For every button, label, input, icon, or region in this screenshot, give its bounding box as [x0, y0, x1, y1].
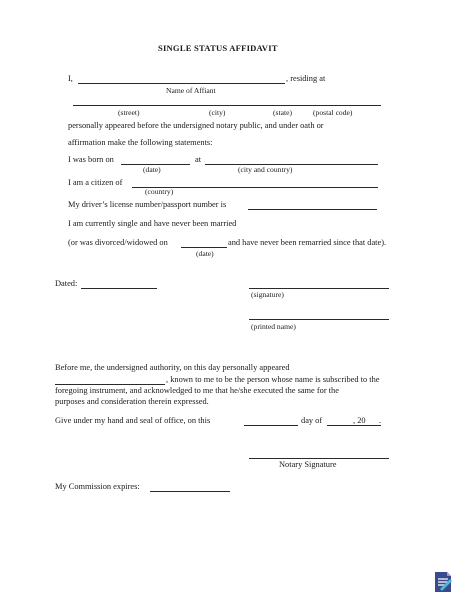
street-label: (street)	[118, 108, 140, 117]
address-field[interactable]	[73, 105, 381, 106]
commission-expiry-field[interactable]	[150, 491, 230, 492]
dated-field[interactable]	[81, 288, 157, 289]
affiant-name-field[interactable]	[78, 83, 285, 84]
given-end-period: .	[379, 416, 382, 425]
affiant-intro: I,	[68, 74, 73, 83]
affirmation-text: affirmation make the following statements:	[68, 138, 213, 147]
known-to-me-text: , known to me to be the person whose name is subscribed to the	[166, 375, 380, 384]
birth-place-label: (city and country)	[238, 165, 293, 174]
signature-field[interactable]	[249, 288, 389, 289]
year-prefix-text: , 20	[353, 416, 366, 425]
dated-text: Dated:	[55, 279, 78, 288]
printed-name-field[interactable]	[249, 319, 389, 320]
signature-label: (signature)	[251, 290, 284, 299]
divorce-date-label: (date)	[196, 249, 214, 258]
country-label: (country)	[145, 187, 174, 196]
license-number-field[interactable]	[248, 209, 377, 210]
state-label: (state)	[273, 108, 292, 117]
foregoing-text: foregoing instrument, and acknowledged to me that he/she executed the same for the	[55, 386, 339, 395]
purposes-text: purposes and consideration therein expressed.	[55, 397, 209, 406]
day-of-text: day of	[301, 416, 323, 425]
document-logo-icon	[432, 570, 454, 594]
postal-code-label: (postal code)	[313, 108, 353, 117]
residing-at-text: , residing at	[286, 74, 326, 83]
printed-name-label: (printed name)	[251, 322, 296, 331]
affiant-name-label: Name of Affiant	[166, 86, 216, 95]
commission-text: My Commission expires:	[55, 482, 140, 491]
divorced-text: (or was divorced/widowed on	[68, 238, 168, 247]
given-year-field[interactable]	[368, 425, 379, 426]
not-remarried-text: and have never been remarried since that date).	[228, 238, 387, 247]
document-title: SINGLE STATUS AFFIDAVIT	[158, 43, 278, 53]
given-under-text: Give under my hand and seal of office, on this	[55, 416, 211, 425]
citizen-text: I am a citizen of	[68, 178, 123, 187]
appeared-person-field[interactable]	[55, 384, 165, 385]
appeared-text: personally appeared before the undersigned notary public, and under oath or	[68, 121, 324, 130]
birth-date-label: (date)	[143, 165, 161, 174]
given-day-field[interactable]	[244, 425, 298, 426]
single-statement: I am currently single and have never been married	[68, 219, 237, 228]
notary-signature-label: Notary Signature	[279, 460, 337, 469]
notary-signature-field[interactable]	[249, 458, 389, 459]
divorce-date-field[interactable]	[181, 247, 227, 248]
city-label: (city)	[209, 108, 226, 117]
before-me-text: Before me, the undersigned authority, on this day personally appeared	[55, 363, 290, 372]
license-text: My driver’s license number/passport number is	[68, 200, 227, 209]
born-on-text: I was born on	[68, 155, 114, 164]
born-at-text: at	[195, 155, 202, 164]
